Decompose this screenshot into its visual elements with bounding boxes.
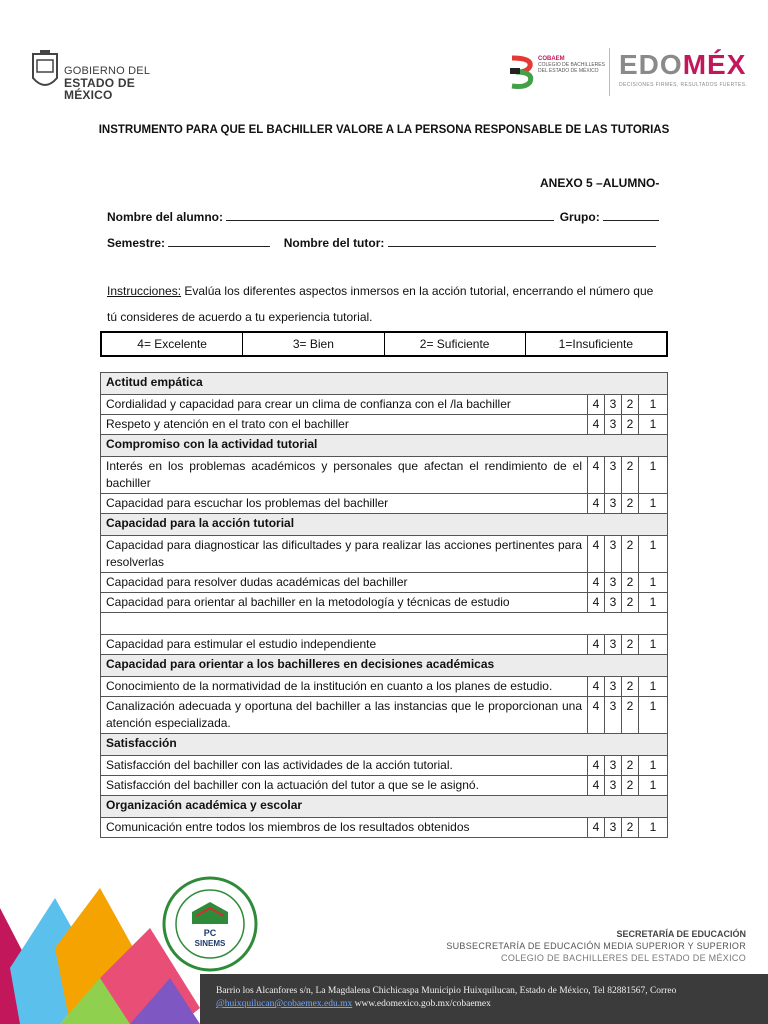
- question-text: [101, 613, 668, 635]
- cobaem-name: COBAEM: [538, 56, 565, 62]
- score-option-2[interactable]: 2: [622, 457, 639, 494]
- footer-address-line: Barrio los Alcanfores s/n, La Magdalena Chichicaspa Municipio Huixquilucan, Estado de México, Tel 82881567, Correo: [216, 986, 677, 996]
- score-option-2[interactable]: 2: [622, 573, 639, 593]
- score-option-1[interactable]: 1: [639, 818, 668, 838]
- question-row: [101, 818, 668, 838]
- footer-email-link[interactable]: @huixquilucan@cobaemex.edu.mx: [216, 999, 353, 1009]
- score-option-3[interactable]: 3: [605, 635, 622, 655]
- scale-excelente: 4= Excelente: [102, 333, 243, 355]
- question-text: Satisfacción del bachiller con la actuación del tutor a que se le asignó.: [101, 776, 588, 796]
- edomex-word: [619, 50, 759, 80]
- score-option-3[interactable]: 3: [605, 494, 622, 514]
- footer-address: [216, 985, 676, 1011]
- edomex-tagline: DECISIONES FIRMES, RESULTADOS FUERTES.: [619, 82, 748, 88]
- question-row: [101, 536, 668, 573]
- score-option-1[interactable]: 1: [639, 635, 668, 655]
- question-row: [101, 697, 668, 734]
- scale-insuficiente: 1=Insuficiente: [558, 337, 634, 351]
- scale-suficiente: 2= Suficiente: [385, 333, 526, 355]
- cobaem-text: [538, 56, 608, 74]
- score-option-2[interactable]: 2: [622, 697, 639, 734]
- edomex-word-b: MÉX: [682, 49, 747, 80]
- score-option-3[interactable]: 3: [605, 697, 622, 734]
- score-option-1[interactable]: 1: [639, 415, 668, 435]
- score-option-4[interactable]: 4: [588, 593, 605, 613]
- score-option-3[interactable]: 3: [605, 536, 622, 573]
- section-row: [101, 796, 668, 818]
- anexo-label: ANEXO 5 –ALUMNO-: [540, 176, 660, 190]
- instructions: [107, 278, 663, 330]
- score-option-4[interactable]: 4: [588, 635, 605, 655]
- grupo-field[interactable]: [603, 210, 659, 221]
- section-title: Capacidad para orientar a los bachilleres en decisiones académicas: [101, 655, 668, 677]
- scale-bien: 3= Bien: [243, 333, 384, 355]
- question-row: [101, 457, 668, 494]
- instructions-text: Evalúa los diferentes aspectos inmersos en la acción tutorial, encerrando el número que tú consideres de acuerdo a tu experiencia tutorial.: [107, 284, 654, 324]
- seal-sinems-text: SINEMS: [194, 939, 226, 948]
- grupo-label: Grupo:: [559, 210, 600, 224]
- evaluation-table: [100, 372, 668, 838]
- score-option-2[interactable]: 2: [622, 677, 639, 697]
- gobierno-text: [64, 65, 170, 101]
- score-option-4[interactable]: 4: [588, 697, 605, 734]
- section-row: [101, 734, 668, 756]
- question-text: Capacidad para orientar al bachiller en la metodología y técnicas de estudio: [101, 593, 588, 613]
- instructions-label: Instrucciones:: [107, 284, 182, 298]
- section-title: Actitud empática: [101, 373, 668, 395]
- score-option-2[interactable]: 2: [622, 756, 639, 776]
- nombre-tutor-label: Nombre del tutor:: [283, 236, 385, 250]
- score-option-4[interactable]: 4: [588, 415, 605, 435]
- score-option-1[interactable]: 1: [639, 677, 668, 697]
- question-text: Comunicación entre todos los miembros de los resultados obtenidos: [101, 818, 588, 838]
- score-option-4[interactable]: 4: [588, 756, 605, 776]
- alumno-row: [107, 210, 659, 224]
- question-row: [101, 415, 668, 435]
- nombre-tutor-field[interactable]: [388, 236, 656, 247]
- score-option-1[interactable]: 1: [639, 573, 668, 593]
- question-text: Capacidad para diagnosticar las dificultades y para realizar las acciones pertinentes para resolverlas: [101, 536, 588, 573]
- score-option-2[interactable]: 2: [622, 776, 639, 796]
- rating-scale: [100, 331, 668, 357]
- cobaem-logo: [508, 52, 608, 92]
- score-option-2[interactable]: 2: [622, 415, 639, 435]
- score-option-3[interactable]: 3: [605, 776, 622, 796]
- score-option-1[interactable]: 1: [639, 697, 668, 734]
- score-option-2[interactable]: 2: [622, 635, 639, 655]
- section-row: [101, 435, 668, 457]
- score-option-2[interactable]: 2: [622, 395, 639, 415]
- gob-line-1: GOBIERNO DEL: [64, 65, 151, 77]
- score-option-1[interactable]: 1: [639, 593, 668, 613]
- section-title: Capacidad para la acción tutorial: [101, 514, 668, 536]
- question-text: Canalización adecuada y oportuna del bachiller a las instancias que le proporcionan una atención especializada.: [101, 697, 588, 734]
- score-option-3[interactable]: 3: [605, 756, 622, 776]
- score-option-4[interactable]: 4: [588, 818, 605, 838]
- section-row: [101, 655, 668, 677]
- sep-line-2: SUBSECRETARÍA DE EDUCACIÓN MEDIA SUPERIOR Y SUPERIOR: [446, 941, 746, 951]
- question-text: Respeto y atención en el trato con el bachiller: [101, 415, 588, 435]
- semestre-row: [107, 236, 656, 250]
- score-option-4[interactable]: 4: [588, 395, 605, 415]
- section-title: Organización académica y escolar: [101, 796, 668, 818]
- score-option-3[interactable]: 3: [605, 593, 622, 613]
- footer-web: www.edomexico.gob.mx/cobaemex: [352, 999, 491, 1009]
- question-text: Capacidad para resolver dudas académicas del bachiller: [101, 573, 588, 593]
- question-row: [101, 494, 668, 514]
- question-row: [101, 613, 668, 635]
- semestre-field[interactable]: [168, 236, 270, 247]
- score-option-4[interactable]: 4: [588, 494, 605, 514]
- cobaem-sub: COLEGIO DE BACHILLERES DEL ESTADO DE MÉXICO: [538, 62, 605, 74]
- sep-line-3: COLEGIO DE BACHILLERES DEL ESTADO DE MÉXICO: [501, 953, 746, 963]
- header-divider: [609, 48, 610, 96]
- section-title: Compromiso con la actividad tutorial: [101, 435, 668, 457]
- score-option-1[interactable]: 1: [639, 494, 668, 514]
- state-seal-icon: [30, 48, 60, 92]
- question-row: [101, 635, 668, 655]
- score-option-4[interactable]: 4: [588, 536, 605, 573]
- score-option-4[interactable]: 4: [588, 573, 605, 593]
- score-option-2[interactable]: 2: [622, 593, 639, 613]
- edomex-logo: [619, 50, 759, 98]
- question-text: Capacidad para estimular el estudio independiente: [101, 635, 588, 655]
- section-row: [101, 514, 668, 536]
- question-row: [101, 593, 668, 613]
- score-option-2[interactable]: 2: [622, 494, 639, 514]
- score-option-3[interactable]: 3: [605, 457, 622, 494]
- document-title: INSTRUMENTO PARA QUE EL BACHILLER VALORE A LA PERSONA RESPONSABLE DE LAS TUTORIAS: [98, 124, 670, 136]
- question-text: Cordialidad y capacidad para crear un clima de confianza con el /la bachiller: [101, 395, 588, 415]
- score-option-3[interactable]: 3: [605, 677, 622, 697]
- gob-line-2: ESTADO DE MÉXICO: [64, 76, 135, 102]
- pc-sinems-seal: [160, 876, 260, 972]
- score-option-2[interactable]: 2: [622, 536, 639, 573]
- score-option-3[interactable]: 3: [605, 415, 622, 435]
- score-option-4[interactable]: 4: [588, 776, 605, 796]
- edomex-word-a: EDO: [619, 49, 683, 80]
- score-option-3[interactable]: 3: [605, 818, 622, 838]
- gobierno-logo: [30, 48, 170, 102]
- question-text: Satisfacción del bachiller con las actividades de la acción tutorial.: [101, 756, 588, 776]
- score-option-2[interactable]: 2: [622, 818, 639, 838]
- nombre-alumno-field[interactable]: [226, 210, 554, 221]
- score-option-1[interactable]: 1: [639, 395, 668, 415]
- question-row: [101, 573, 668, 593]
- score-option-4[interactable]: 4: [588, 457, 605, 494]
- score-option-4[interactable]: 4: [588, 677, 605, 697]
- question-row: [101, 756, 668, 776]
- question-row: [101, 395, 668, 415]
- score-option-1[interactable]: 1: [639, 536, 668, 573]
- score-option-3[interactable]: 3: [605, 395, 622, 415]
- score-option-1[interactable]: 1: [639, 457, 668, 494]
- score-option-1[interactable]: 1: [639, 776, 668, 796]
- question-row: [101, 677, 668, 697]
- cobaem-b-icon: [508, 54, 536, 90]
- nombre-alumno-label: Nombre del alumno:: [107, 210, 224, 224]
- score-option-3[interactable]: 3: [605, 573, 622, 593]
- section-title: Satisfacción: [101, 734, 668, 756]
- question-row: [101, 776, 668, 796]
- sep-block: [446, 928, 746, 964]
- seal-pc-text: PC: [203, 928, 217, 938]
- sep-line-1: SECRETARÍA DE EDUCACIÓN: [616, 929, 746, 939]
- question-text: Interés en los problemas académicos y personales que afectan el rendimiento de el bachiller: [101, 457, 588, 494]
- section-row: [101, 373, 668, 395]
- semestre-label: Semestre:: [107, 236, 166, 250]
- question-text: Conocimiento de la normatividad de la institución en cuanto a los planes de estudio.: [101, 677, 588, 697]
- question-text: Capacidad para escuchar los problemas del bachiller: [101, 494, 588, 514]
- score-option-1[interactable]: 1: [639, 756, 668, 776]
